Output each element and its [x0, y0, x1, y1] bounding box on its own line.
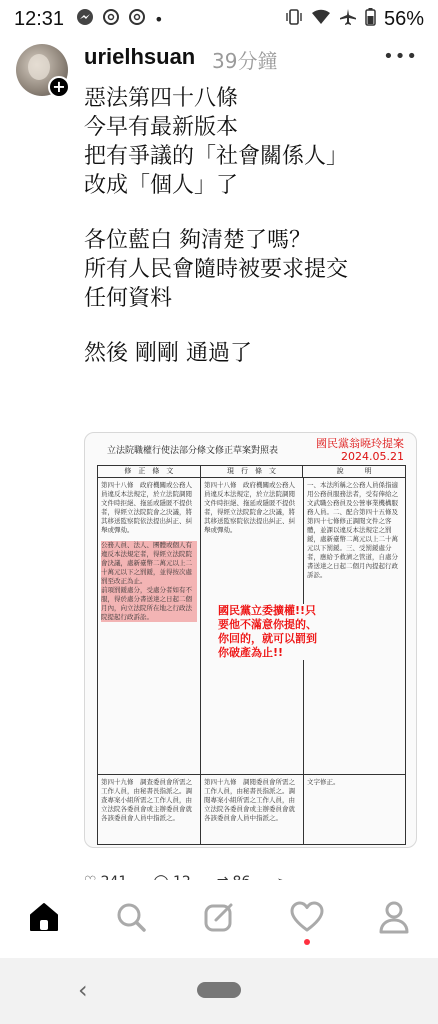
post-line: 今早有最新版本	[84, 115, 239, 140]
post-username[interactable]: urielhsuan	[84, 44, 196, 69]
image-cell-text: 第四十九條 調查委員會所需之工作人員，由秘書長指派之。調查專案小組所需之工作人員，由立法院各委員會或主辦委員會就各該委員會人員中指派之。	[98, 775, 201, 845]
image-header-cell: 修 正 條 文	[98, 466, 201, 477]
battery-percent: 56%	[383, 7, 424, 30]
image-table-row-2	[98, 774, 405, 844]
image-red-callout: 國民黨立委擴權!!只要他不滿意你提的、你回的，就可以罰到你破產為止!!	[218, 604, 317, 659]
activity-dot-icon	[304, 939, 310, 945]
image-col-amended	[98, 478, 201, 774]
bottom-nav	[0, 880, 438, 958]
nav-profile[interactable]	[368, 893, 420, 945]
home-pill[interactable]	[197, 982, 241, 998]
image-cell-text: 第四十九條 調閱委員會所需之工作人員，由秘書長指派之。調閱專案小組所需之工作人員，由立法院各委員會或主辦委員會就各該委員會人員中指派之。	[201, 775, 304, 845]
nav-search[interactable]	[105, 893, 157, 945]
image-header-cell: 現 行 條 文	[201, 466, 304, 477]
airplane-icon	[339, 8, 357, 30]
threads-icon	[128, 8, 146, 30]
image-tag-line: 國民黨翁曉玲提案	[316, 437, 404, 450]
back-icon[interactable]: ‹	[78, 976, 88, 1004]
image-doc-title: 立法院職權行使法部分條文修正草案對照表	[107, 446, 279, 456]
status-time: 12:31	[14, 7, 65, 30]
heart-icon	[290, 901, 324, 937]
image-header-cell: 說 明	[336, 467, 372, 475]
vibrate-icon	[285, 9, 303, 29]
follow-plus-icon[interactable]: +	[48, 76, 70, 98]
image-highlight-text: 公務人員、法人、團體或個人有違反本法規定者，得經立法院院會決議，處新臺幣二萬元以上二十萬元以下之罰鍰，並得按次處罰至改正為止。	[101, 541, 197, 586]
image-cell-text: 前項罰鍰處分，受處分者如有不服，得於處分書送達之日起二個月內，向立法院所在地之行政法院提起行政訴訟。	[101, 586, 197, 622]
post-text	[84, 84, 414, 368]
threads-icon	[102, 8, 120, 30]
compose-icon	[203, 901, 235, 937]
image-tag-date: 2024.05.21	[341, 450, 404, 463]
nav-activity[interactable]	[281, 893, 333, 945]
system-nav	[0, 958, 438, 1024]
post-line: 把有爭議的「社會關係人」	[84, 144, 349, 169]
search-icon	[115, 901, 147, 937]
post-line: 然後 剛剛 通過了	[84, 341, 252, 366]
post-line: 所有人民會隨時被要求提交	[84, 257, 349, 282]
image-cell-text: 第四十八條 政府機關或公務人員違反本法規定，於立法院調閱文件時拒絕、拖延或隱匿不提供者，得經立法院院會之決議，將其移送監察院依法提出糾正、糾舉或彈劾。	[204, 481, 295, 534]
image-cell-text: 一、本法所稱之公務人員係指適用公務員服務法者，受有俸給之文武職公務員及公營事業機構服務人員。二、配合第四十五條及第四十七條修正調閱文件之客體，並課以違反本法規定之罰鍰，處新臺幣二萬元以上二十萬元以下罰鍰。三、受罰鍰處分者，應給予救濟之管道，自處分書送達之日起二個月內提起行政訴訟。	[307, 481, 398, 579]
home-icon	[27, 900, 61, 938]
nav-home[interactable]	[18, 893, 70, 945]
status-bar	[0, 0, 438, 38]
notification-dot-icon: •	[154, 9, 164, 29]
post-line: 各位藍白 夠清楚了嗎？	[84, 228, 311, 253]
image-col-notes	[304, 478, 405, 774]
image-cell-text: 文字修正。	[307, 778, 340, 786]
post-image[interactable]	[84, 432, 417, 848]
messenger-icon	[76, 8, 94, 30]
post-line: 任何資料	[84, 286, 173, 311]
more-options-icon[interactable]: •••	[383, 46, 418, 67]
post-line: 改成「個人」了	[84, 173, 239, 198]
image-table-header	[98, 466, 405, 478]
post-line: 惡法第四十八條	[84, 86, 239, 111]
wifi-icon	[311, 9, 331, 29]
image-cell-text: 第四十八條 政府機關或公務人員違反本法規定，於立法院調閱文件時拒絕、拖延或隱匿不提供者，得經立法院院會之決議，將其移送監察院依法提出糾正、糾舉或彈劾。	[101, 481, 192, 534]
nav-compose[interactable]	[193, 893, 245, 945]
image-red-tag	[316, 437, 404, 463]
status-right	[285, 8, 424, 31]
battery-icon	[365, 8, 376, 30]
profile-icon	[378, 900, 410, 938]
image-table	[97, 465, 406, 845]
post-timestamp: 39分鐘	[212, 49, 278, 73]
